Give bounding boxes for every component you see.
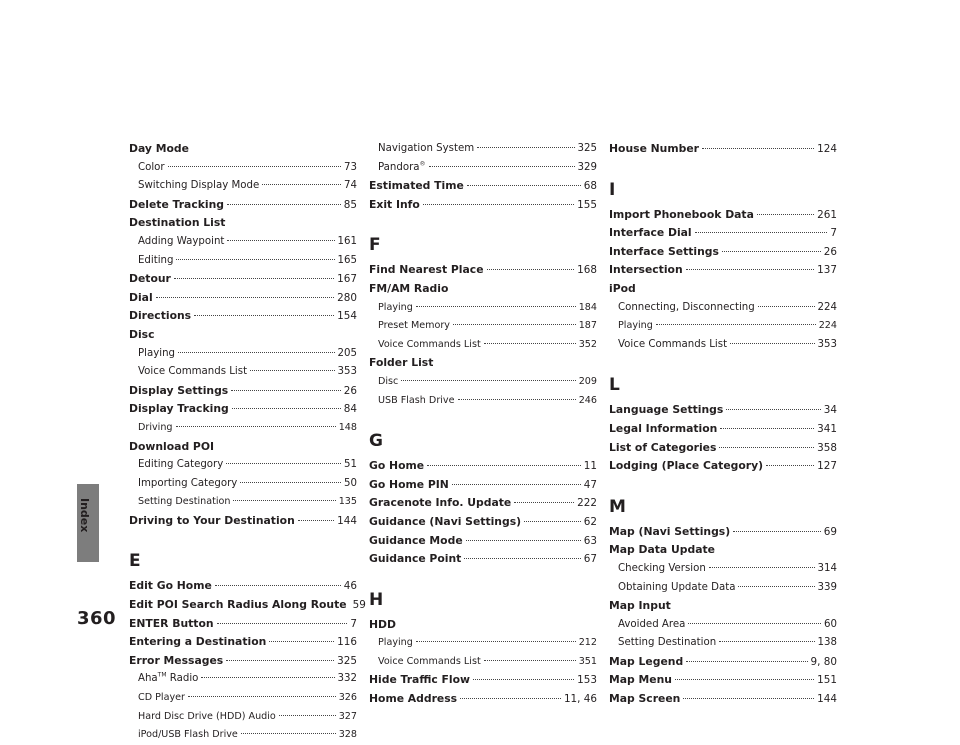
index-subentry: [609, 634, 837, 653]
dot-leader: [279, 715, 336, 716]
page-reference: 280: [337, 291, 357, 304]
dot-leader: [215, 585, 341, 586]
index-subentry: [369, 140, 597, 159]
index-heading: iPod: [609, 281, 636, 295]
entry-term: House Number: [609, 142, 699, 155]
dot-leader: [298, 520, 334, 521]
page-reference: 84: [343, 403, 357, 416]
page-reference: 153: [577, 674, 597, 687]
index-entry: [609, 261, 837, 280]
dot-leader: [168, 166, 341, 167]
entry-term: Preset Memory: [378, 320, 450, 332]
index-heading: Map Data Update: [609, 543, 715, 557]
section-letter: I: [609, 179, 616, 200]
dot-leader: [269, 641, 334, 642]
page-reference: 358: [817, 441, 837, 454]
page-reference: 59: [352, 599, 366, 612]
index-entry: [129, 382, 357, 401]
entry-term: Importing Category: [138, 477, 238, 489]
trademark-mark: ®: [419, 160, 426, 168]
page-reference: 168: [577, 264, 597, 277]
entry-term: Legal Information: [609, 421, 718, 435]
entry-term: Editing: [138, 254, 174, 266]
entry-term: Driving: [138, 421, 173, 433]
entry-term: Find Nearest Place: [369, 263, 484, 277]
entry-term: Hide Traffic Flow: [369, 673, 471, 687]
dot-leader: [227, 204, 341, 205]
page-reference: 187: [578, 320, 597, 332]
page-reference: 325: [577, 143, 597, 154]
page-reference: 353: [817, 338, 837, 350]
index-subentry: [369, 159, 597, 178]
dot-leader: [458, 399, 576, 400]
entry-term: Guidance Mode: [369, 533, 463, 547]
page-reference: 11: [583, 460, 597, 473]
dot-leader: [719, 447, 814, 448]
dot-leader: [241, 733, 336, 734]
page-number: 360: [77, 608, 117, 629]
page-reference: 67: [583, 553, 597, 566]
index-entry: [609, 439, 837, 458]
section-letter: G: [369, 431, 383, 452]
entry-term: Display Tracking: [129, 402, 229, 416]
page-reference: 224: [817, 301, 837, 313]
dot-leader: [178, 352, 335, 353]
index-subentry: [369, 336, 597, 355]
page-reference: 60: [824, 618, 837, 630]
page-reference: 353: [337, 366, 357, 378]
dot-leader: [250, 370, 334, 371]
dot-leader: [733, 531, 821, 532]
dot-leader: [683, 698, 814, 699]
page-reference: 137: [817, 264, 837, 277]
dot-leader: [427, 465, 581, 466]
index-entry: [609, 671, 837, 690]
dot-leader: [686, 269, 815, 270]
index-column-2: [369, 140, 597, 709]
dot-leader: [757, 214, 814, 215]
index-subentry: [609, 336, 837, 355]
entry-term: Switching Display Mode: [138, 180, 260, 192]
entry-term: Edit POI Search Radius Along Route: [129, 598, 347, 612]
entry-term: Navigation System: [378, 143, 475, 154]
dot-leader: [232, 408, 341, 409]
index-subentry: [129, 252, 357, 271]
trademark-mark: TM: [157, 672, 167, 680]
page-reference: 68: [583, 180, 597, 193]
page-reference: 352: [578, 338, 597, 350]
dot-leader: [484, 660, 576, 661]
dot-leader: [719, 641, 814, 642]
dot-leader: [738, 586, 814, 587]
dot-leader: [484, 343, 576, 344]
dot-leader: [176, 259, 334, 260]
page-reference: 209: [578, 375, 597, 387]
page-reference: 261: [817, 208, 837, 221]
index-subentry: [129, 345, 357, 364]
dot-leader: [226, 463, 341, 464]
page-reference: 328: [338, 729, 357, 741]
entry-term: Go Home PIN: [369, 477, 449, 491]
page-reference: 155: [577, 198, 597, 211]
index-entry: [369, 532, 597, 551]
section-letter: H: [369, 589, 384, 610]
dot-leader: [156, 297, 335, 298]
entry-term: Voice Commands List: [378, 338, 481, 350]
entry-term: Disc: [378, 375, 399, 387]
entry-term: Dial: [129, 290, 153, 304]
index-subentry: [129, 159, 357, 178]
index-subentry: [609, 299, 837, 318]
index-entry: [369, 261, 597, 280]
entry-term: Guidance Point: [369, 552, 462, 566]
entry-term: Map Menu: [609, 673, 672, 687]
index-heading: Disc: [129, 327, 155, 341]
dot-leader: [695, 232, 828, 233]
dot-leader: [464, 558, 580, 559]
page-reference: 9, 80: [810, 655, 837, 668]
entry-term: Interface Settings: [609, 244, 719, 258]
index-entry: [369, 196, 597, 215]
dot-leader: [240, 482, 341, 483]
page-reference: 222: [577, 497, 597, 510]
entry-term: Exit Info: [369, 197, 420, 211]
entry-term: Hard Disc Drive (HDD) Audio: [138, 710, 276, 722]
section-letter: E: [129, 551, 141, 572]
index-entry: [369, 494, 597, 513]
page-reference: 351: [578, 655, 597, 667]
section-letter: L: [609, 375, 620, 396]
entry-term: iPod/USB Flash Drive: [138, 729, 238, 741]
index-entry: [609, 206, 837, 225]
index-subentry: [129, 475, 357, 494]
index-subentry: [129, 689, 357, 708]
index-entry: [369, 457, 597, 476]
dot-leader: [452, 484, 581, 485]
entry-term: CD Player: [138, 692, 185, 704]
entry-term: Import Phonebook Data: [609, 207, 754, 221]
index-subentry: [609, 560, 837, 579]
index-entry: [369, 476, 597, 495]
index-subentry: [609, 579, 837, 598]
entry-term: List of Categories: [609, 440, 717, 454]
page-reference: 69: [823, 525, 837, 538]
page-reference: 151: [817, 674, 837, 687]
index-entry: [369, 177, 597, 196]
entry-term: Color: [138, 161, 165, 173]
dot-leader: [201, 677, 334, 678]
page-reference: 47: [583, 478, 597, 491]
page-reference: 341: [817, 422, 837, 435]
entry-term: Avoided Area: [618, 618, 686, 630]
entry-term: Checking Version: [618, 562, 706, 574]
page-reference: 11, 46: [563, 693, 597, 706]
page-reference: 63: [583, 534, 597, 547]
index-entry: [609, 243, 837, 262]
index-subentry: [129, 726, 357, 745]
entry-term: Playing: [618, 320, 653, 332]
entry-term: Estimated Time: [369, 179, 464, 193]
index-subentry: [129, 493, 357, 512]
entry-term: Playing: [378, 637, 413, 649]
dot-leader: [423, 204, 574, 205]
page-reference: 51: [344, 459, 357, 471]
dot-leader: [226, 660, 334, 661]
entry-term: Voice Commands List: [138, 366, 248, 378]
index-entry: [129, 512, 357, 531]
dot-leader: [467, 185, 581, 186]
page-reference: 50: [344, 477, 357, 489]
dot-leader: [722, 251, 821, 252]
index-column-1: [129, 140, 366, 745]
dot-leader: [477, 147, 574, 148]
page-reference: 144: [337, 514, 357, 527]
entry-term: Display Settings: [129, 383, 229, 397]
section-letter: M: [609, 496, 626, 517]
entry-term: Driving to Your Destination: [129, 513, 295, 527]
index-subentry: [369, 373, 597, 392]
index-entry: [609, 224, 837, 243]
index-heading: Folder List: [369, 356, 434, 370]
entry-term: Intersection: [609, 263, 683, 277]
page-reference: 326: [338, 692, 357, 704]
index-heading: Day Mode: [129, 142, 189, 155]
page-reference: 135: [338, 496, 357, 508]
index-entry: [369, 550, 597, 569]
page-reference: 161: [337, 235, 357, 247]
index-entry: [129, 652, 357, 671]
index-entry: [129, 615, 357, 634]
entry-term: USB Flash Drive: [378, 394, 455, 406]
entry-term: Adding Waypoint: [138, 235, 225, 247]
page-reference: 329: [577, 161, 597, 173]
section-letter: F: [369, 235, 381, 256]
index-entry: [609, 523, 837, 542]
dot-leader: [702, 148, 814, 149]
index-entry: [609, 690, 837, 709]
dot-leader: [473, 679, 574, 680]
index-entry: [129, 596, 366, 615]
dot-leader: [416, 306, 576, 307]
index-heading: Destination List: [129, 216, 226, 230]
dot-leader: [188, 696, 336, 697]
dot-leader: [758, 306, 815, 307]
index-entry: [609, 457, 837, 476]
entry-term: Language Settings: [609, 403, 724, 417]
page-reference: 325: [337, 654, 357, 667]
page-reference: 144: [817, 693, 837, 706]
page-reference: 148: [338, 421, 357, 433]
dot-leader: [675, 679, 814, 680]
index-subentry: [129, 670, 357, 689]
page-reference: 184: [578, 301, 597, 313]
entry-term: Detour: [129, 272, 171, 286]
page-reference: 34: [823, 404, 837, 417]
entry-term: ENTER Button: [129, 616, 214, 630]
entry-term: Obtaining Update Data: [618, 581, 736, 593]
page-reference: 246: [578, 394, 597, 406]
index-heading: HDD: [369, 617, 396, 631]
page-reference: 62: [583, 515, 597, 528]
page-reference: 73: [344, 161, 357, 173]
page-reference: 332: [337, 673, 357, 685]
page-reference: 327: [338, 710, 357, 722]
page-reference: 138: [817, 637, 837, 649]
dot-leader: [194, 315, 334, 316]
index-entry: [609, 420, 837, 439]
index-subentry: [609, 616, 837, 635]
index-subentry: [129, 177, 357, 196]
index-entry: [369, 671, 597, 690]
index-entry: [129, 289, 357, 308]
index-entry: [129, 400, 357, 419]
dot-leader: [730, 343, 814, 344]
index-entry: [369, 690, 597, 709]
entry-term: Setting Destination: [618, 637, 717, 649]
dot-leader: [766, 465, 814, 466]
index-subentry: [129, 363, 357, 382]
page-reference: 74: [344, 180, 357, 192]
index-subentry: [129, 233, 357, 252]
page-reference: 127: [817, 460, 837, 473]
index-entry: [129, 196, 357, 215]
index-subentry: [609, 317, 837, 336]
entry-term: Setting Destination: [138, 496, 231, 508]
entry-term: Lodging (Place Category): [609, 459, 764, 473]
page-reference: 124: [817, 143, 837, 155]
dot-leader: [460, 698, 561, 699]
index-subentry: [129, 419, 357, 438]
index-entry: [129, 577, 357, 596]
entry-term: Delete Tracking: [129, 197, 225, 211]
index-subentry: [369, 634, 597, 653]
index-heading: Download POI: [129, 439, 215, 453]
page-reference: 26: [823, 245, 837, 258]
page-reference: 212: [578, 637, 597, 649]
page-reference: 7: [350, 617, 357, 630]
entry-term: Connecting, Disconnecting: [618, 301, 755, 313]
index-subentry: [369, 392, 597, 411]
index-entry: [609, 653, 837, 672]
page-reference: 46: [343, 580, 357, 593]
entry-term: Directions: [129, 309, 192, 323]
page-reference: 7: [830, 227, 837, 240]
page-reference: 314: [817, 562, 837, 574]
index-subentry: [129, 456, 357, 475]
dot-leader: [466, 540, 581, 541]
entry-term: Map (Navi Settings): [609, 524, 731, 538]
dot-leader: [688, 623, 821, 624]
index-heading: FM/AM Radio: [369, 281, 449, 295]
page-reference: 165: [337, 254, 357, 266]
page-reference: 224: [818, 320, 837, 332]
page-reference: 339: [817, 581, 837, 593]
entry-term: Pandora®: [378, 160, 426, 173]
entry-term: Edit Go Home: [129, 579, 212, 593]
entry-term: Aha™ Radio: [138, 672, 199, 685]
entry-term: Interface Dial: [609, 226, 692, 240]
index-column-3: [609, 140, 837, 709]
dot-leader: [231, 390, 341, 391]
dot-leader: [233, 500, 335, 501]
entry-term: Map Screen: [609, 692, 681, 706]
index-entry: [609, 401, 837, 420]
entry-term: Entering a Destination: [129, 635, 267, 649]
dot-leader: [262, 184, 341, 185]
entry-term: Gracenote Info. Update: [369, 496, 512, 510]
entry-term: Editing Category: [138, 459, 224, 471]
dot-leader: [720, 428, 814, 429]
index-entry: [129, 633, 357, 652]
dot-leader: [176, 426, 336, 427]
dot-leader: [401, 380, 575, 381]
index-entry: [369, 513, 597, 532]
dot-leader: [686, 661, 807, 662]
index-subentry: [369, 317, 597, 336]
page-reference: 26: [343, 384, 357, 397]
entry-term: Error Messages: [129, 653, 224, 667]
entry-term: Voice Commands List: [618, 338, 728, 350]
entry-term: Home Address: [369, 692, 458, 706]
entry-term: Map Legend: [609, 654, 684, 668]
dot-leader: [227, 240, 334, 241]
dot-leader: [174, 278, 334, 279]
dot-leader: [709, 567, 815, 568]
page-reference: 85: [343, 198, 357, 211]
index-subentry: [369, 299, 597, 318]
entry-term: Guidance (Navi Settings): [369, 514, 522, 528]
dot-leader: [726, 409, 820, 410]
index-entry: [609, 140, 837, 159]
page-reference: 154: [337, 310, 357, 323]
dot-leader: [429, 166, 575, 167]
dot-leader: [487, 269, 575, 270]
page-reference: 205: [337, 347, 357, 359]
entry-term: Playing: [378, 301, 413, 313]
entry-term: Playing: [138, 347, 175, 359]
entry-term: Go Home: [369, 459, 425, 473]
index-subentry: [129, 708, 357, 727]
entry-term: Voice Commands List: [378, 655, 481, 667]
index-entry: [129, 270, 357, 289]
page-reference: 167: [337, 273, 357, 286]
page-reference: 116: [337, 636, 357, 649]
dot-leader: [524, 521, 581, 522]
index-entry: [129, 307, 357, 326]
index-subentry: [369, 653, 597, 672]
dot-leader: [656, 324, 816, 325]
dot-leader: [217, 623, 348, 624]
dot-leader: [453, 324, 576, 325]
dot-leader: [514, 502, 574, 503]
index-heading: Map Input: [609, 599, 671, 613]
dot-leader: [416, 641, 576, 642]
